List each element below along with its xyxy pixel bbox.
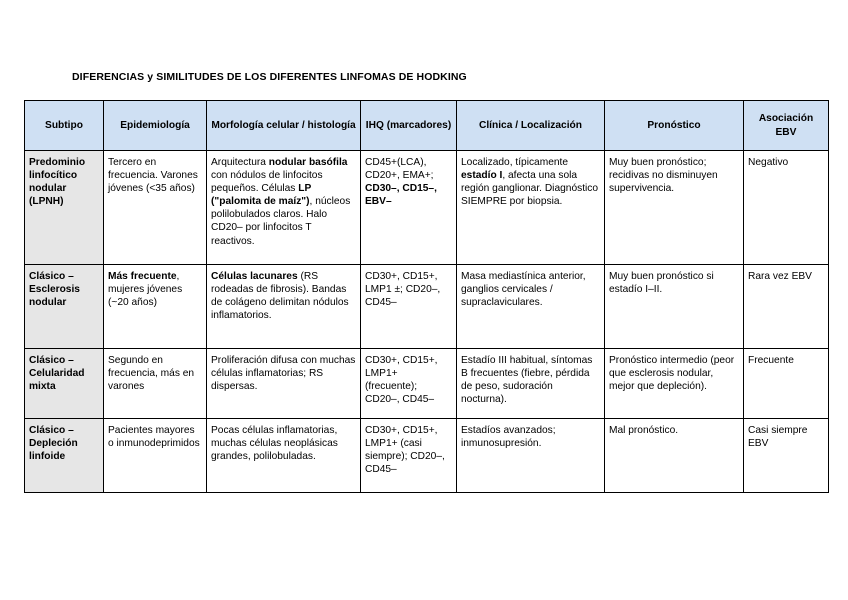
morphology-cell (207, 265, 361, 349)
bold-text: Células lacunares (211, 271, 298, 282)
prognosis-cell: Mal pronóstico. (605, 419, 744, 493)
morphology-cell: Proliferación difusa con muchas células inflamatorias; RS dispersas. (207, 349, 361, 419)
ebv-cell: Frecuente (744, 349, 829, 419)
header-morphology: Morfología celular / histología (207, 101, 361, 151)
ihq-cell: CD30+, CD15+, LMP1 ±; CD20–, CD45– (361, 265, 457, 349)
clinic-cell: Masa mediastínica anterior, ganglios cervicales / supraclaviculares. (457, 265, 605, 349)
ihq-cell (361, 151, 457, 265)
table-row (25, 349, 829, 419)
morphology-cell (207, 151, 361, 265)
subtype-cell: Clásico – Depleción linfoide (25, 419, 104, 493)
page-title: DIFERENCIAS y SIMILITUDES DE LOS DIFERENTES LINFOMAS DE HODKING (72, 71, 467, 83)
table-row (25, 419, 829, 493)
bold-text: CD30–, CD15–, EBV– (365, 183, 437, 208)
header-ihq: IHQ (marcadores) (361, 101, 457, 151)
header-clinic: Clínica / Localización (457, 101, 605, 151)
ebv-cell: Negativo (744, 151, 829, 265)
text-run: , núcleos polilobulados claros. Halo CD20– por linfocitos T reactivos. (211, 196, 351, 247)
prognosis-cell: Muy buen pronóstico si estadío I–II. (605, 265, 744, 349)
clinic-cell (457, 151, 605, 265)
bold-text: LP ("palomita de maíz") (211, 183, 312, 208)
clinic-cell: Estadío III habitual, síntomas B frecuentes (fiebre, pérdida de peso, sudoración nocturna). (457, 349, 605, 419)
epidemiology-cell: Pacientes mayores o inmunodeprimidos (104, 419, 207, 493)
text-run: , mujeres jóvenes (~20 años) (108, 271, 183, 309)
prognosis-cell: Muy buen pronóstico; recidivas no disminuyen supervivencia. (605, 151, 744, 265)
lymphoma-table (24, 100, 829, 493)
ebv-cell: Casi siempre EBV (744, 419, 829, 493)
text-run: con nódulos de linfocitos pequeños. Células (211, 170, 323, 195)
bold-text: estadío I (461, 170, 503, 182)
bold-text: nodular basófila (268, 157, 348, 168)
ihq-cell: CD30+, CD15+, LMP1+ (frecuente); CD20–, CD45– (361, 349, 457, 419)
text-run: , afecta una sola región ganglionar. Diagnóstico SIEMPRE por biopsia. (461, 170, 599, 208)
clinic-cell: Estadíos avanzados; inmunosupresión. (457, 419, 605, 493)
text-run: Localizado, típicamente (461, 157, 569, 168)
morphology-cell: Pocas células inflamatorias, muchas células neoplásicas grandes, polilobuladas. (207, 419, 361, 493)
text-run: Arquitectura (211, 157, 269, 168)
subtype-cell: Clásico – Celularidad mixta (25, 349, 104, 419)
epidemiology-cell: Tercero en frecuencia. Varones jóvenes (<35 años) (104, 151, 207, 265)
header-row (25, 101, 829, 151)
epidemiology-cell: Segundo en frecuencia, más en varones (104, 349, 207, 419)
text-run: CD45+(LCA), CD20+, EMA+; (365, 157, 434, 182)
bold-text: Más frecuente (108, 271, 177, 282)
ebv-cell: Rara vez EBV (744, 265, 829, 349)
header-ebv: Asociación EBV (744, 101, 829, 151)
ihq-cell: CD30+, CD15+, LMP1+ (casi siempre); CD20–, CD45– (361, 419, 457, 493)
text-run: (RS rodeadas de fibrosis). Bandas de colágeno delimitan nódulos inflamatorios. (211, 271, 349, 322)
header-subtype: Subtipo (25, 101, 104, 151)
table-row (25, 265, 829, 349)
header-prognosis: Pronóstico (605, 101, 744, 151)
prognosis-cell: Pronóstico intermedio (peor que esclerosis nodular, mejor que depleción). (605, 349, 744, 419)
epidemiology-cell (104, 265, 207, 349)
header-epidemiology: Epidemiología (104, 101, 207, 151)
subtype-cell: Clásico – Esclerosis nodular (25, 265, 104, 349)
subtype-cell: Predominio linfocítico nodular (LPNH) (25, 151, 104, 265)
table-row (25, 151, 829, 265)
